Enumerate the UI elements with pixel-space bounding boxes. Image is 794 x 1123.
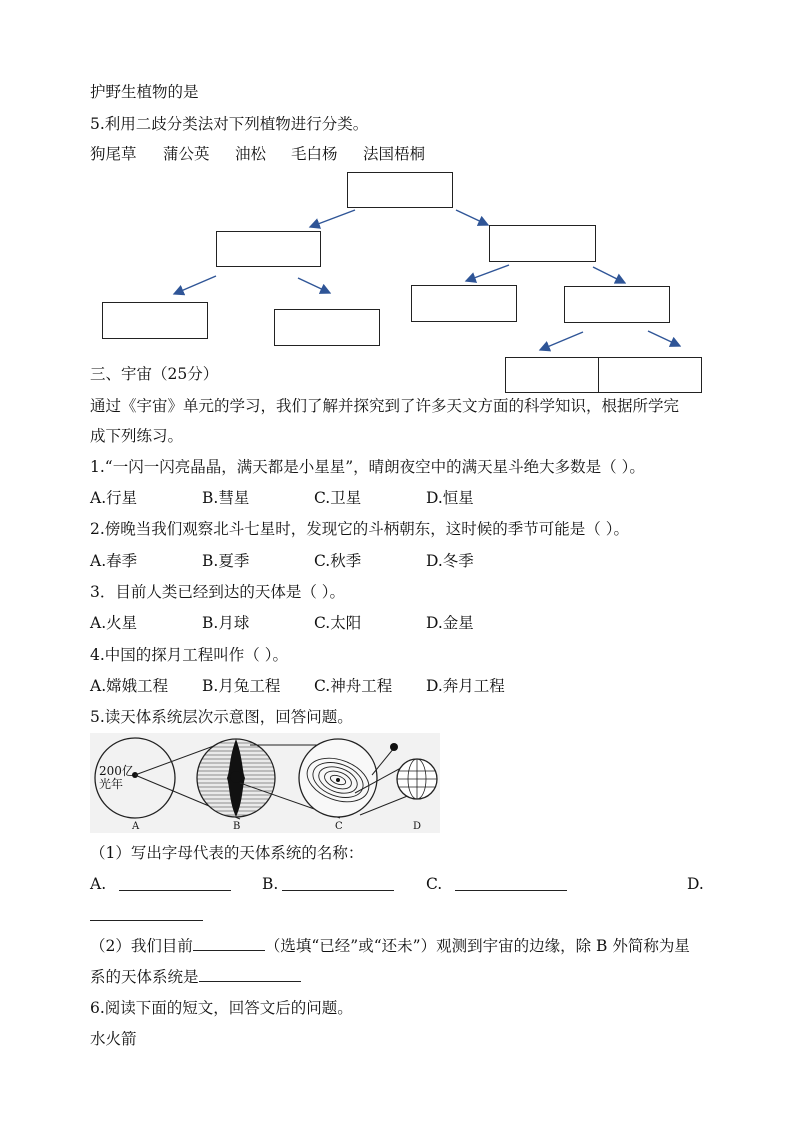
answer-blank-observed[interactable] xyxy=(193,936,265,951)
arrow xyxy=(593,267,625,283)
figure-letter-b: B xyxy=(233,821,241,832)
question-6: 6.阅读下面的短文，回答文后的问题。 xyxy=(90,999,353,1017)
option: D.奔月工程 xyxy=(426,677,505,695)
question-5-part-2-cont xyxy=(90,967,301,987)
figure-letter-d: D xyxy=(413,821,422,832)
q5-2-text-a: （2）我们目前 xyxy=(90,937,193,955)
answer-blank-d[interactable] xyxy=(90,906,203,921)
blank-label: C. xyxy=(426,875,443,893)
option: A.火星 xyxy=(90,614,138,632)
arrow xyxy=(298,278,330,293)
section-heading: 三、宇宙（25分） xyxy=(90,365,219,383)
option: C.神舟工程 xyxy=(314,677,393,695)
figure-letter-a: A xyxy=(132,821,140,832)
figure-label-ly: 光年 xyxy=(99,777,124,791)
question-3: 3．目前人类已经到达的天体是（ ）。 xyxy=(90,583,346,601)
text-line: 护野生植物的是 xyxy=(90,83,199,101)
plant-item: 油松 xyxy=(235,145,267,163)
arrow xyxy=(456,210,488,225)
plant-item: 法国梧桐 xyxy=(363,145,426,163)
option: B.月兔工程 xyxy=(202,677,281,695)
arrow xyxy=(466,265,509,281)
option: A.嫦娥工程 xyxy=(90,677,169,695)
answer-blank-b[interactable] xyxy=(282,876,394,891)
q5-2-text-b: （选填“已经”或“还未”）观测到宇宙的边缘，除 B 外简称为星 xyxy=(264,937,690,955)
option: A.行星 xyxy=(90,489,138,507)
plant-item: 毛白杨 xyxy=(291,145,338,163)
option: D.恒星 xyxy=(426,489,474,507)
figure-drawing xyxy=(90,733,440,833)
intro-text: 通过《宇宙》单元的学习，我们了解并探究到了许多天文方面的科学知识，根据所学完 xyxy=(90,397,680,415)
plant-item: 蒲公英 xyxy=(163,145,210,163)
arrow xyxy=(310,210,355,227)
option: A.春季 xyxy=(90,552,138,570)
option: C.太阳 xyxy=(314,614,362,632)
intro-text: 成下列练习。 xyxy=(90,427,184,445)
option: B.月球 xyxy=(202,614,250,632)
question-1: 1.“一闪一闪亮晶晶，满天都是小星星”，晴朗夜空中的满天星斗绝大多数是（ ）。 xyxy=(90,458,645,476)
answer-blank-a[interactable] xyxy=(119,876,231,891)
blank-label: A. xyxy=(90,875,107,893)
option: C.秋季 xyxy=(314,552,362,570)
option: D.冬季 xyxy=(426,552,474,570)
question-2: 2.傍晚当我们观察北斗七星时，发现它的斗柄朝东，这时候的季节可能是（ ）。 xyxy=(90,520,629,538)
blank-label: D. xyxy=(687,875,704,893)
answer-blank-galaxy[interactable] xyxy=(199,967,301,982)
question-5-part-1: （1）写出字母代表的天体系统的名称： xyxy=(90,844,364,862)
question-5-part-2 xyxy=(90,936,690,956)
figure-label-200: 200亿 xyxy=(99,764,134,778)
arrow xyxy=(174,276,216,294)
figure-letter-c: C xyxy=(335,821,343,832)
blank-label: B. xyxy=(262,875,279,893)
option: B.夏季 xyxy=(202,552,250,570)
passage-title: 水火箭 xyxy=(90,1030,137,1048)
question-4: 4.中国的探月工程叫作（ ）。 xyxy=(90,646,288,664)
arrow xyxy=(648,331,680,346)
option: C.卫星 xyxy=(314,489,362,507)
arrow xyxy=(540,332,583,350)
plant-item: 狗尾草 xyxy=(90,145,137,163)
celestial-system-figure xyxy=(90,733,440,833)
q5-2-text-c: 系的天体系统是 xyxy=(90,968,199,986)
tree-arrows xyxy=(0,0,794,420)
option: D.金星 xyxy=(426,614,474,632)
option: B.彗星 xyxy=(202,489,250,507)
answer-blank-c[interactable] xyxy=(455,876,567,891)
question-5: 5.读天体系统层次示意图，回答问题。 xyxy=(90,708,353,726)
question-5-prompt: 5.利用二歧分类法对下列植物进行分类。 xyxy=(90,115,369,133)
